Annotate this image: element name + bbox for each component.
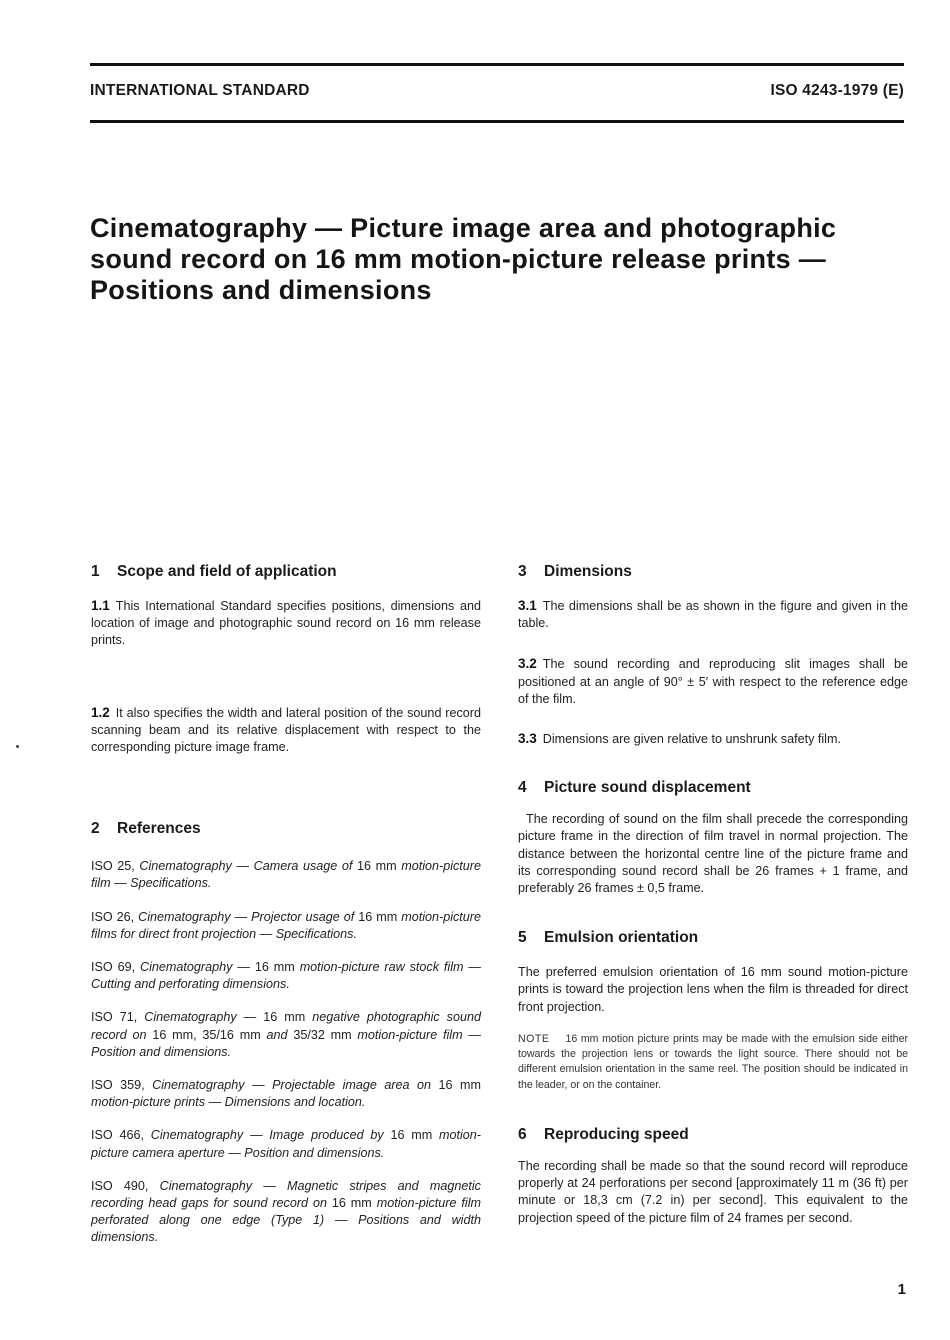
reference-title-part: negative photographic sound record on	[91, 1010, 481, 1042]
clause-number: 1.1	[91, 598, 110, 613]
reference-item	[91, 1077, 481, 1111]
section-5-text: The preferred emulsion orientation of 16 mm sound motion-picture prints is toward the projection lens when the film is threaded for direct front projection.	[518, 965, 908, 1014]
reference-title-part: Cinematography —	[144, 1010, 264, 1025]
reference-title-part: 16 mm	[263, 1010, 313, 1025]
section-6-text: The recording shall be made so that the sound record will reproduce properly at 24 perforations per second [approximately 11 m (36 ft) per minute or 18,3 cm (7.2 in) per second]. This equivalent to the projection speed of the picture film of 24 frames per second.	[518, 1159, 908, 1225]
clause-1-1	[91, 597, 481, 650]
header-top-rule	[90, 63, 904, 66]
section-5-heading	[518, 928, 908, 948]
section-title: Scope and field of application	[117, 563, 337, 580]
clause-text: The sound recording and reproducing slit images shall be positioned at an angle of 90° ± 5′ with respect to the reference edge of the film.	[518, 657, 908, 706]
header-standard-number: ISO 4243-1979 (E)	[770, 82, 904, 99]
reference-item	[91, 858, 481, 892]
clause-text: Dimensions are given relative to unshrunk safety film.	[542, 732, 841, 747]
reference-item	[91, 1009, 481, 1061]
reference-title-part: Cinematography — Projectable image area on	[152, 1078, 439, 1093]
section-number: 3	[518, 563, 527, 580]
reference-title-part: 16 mm, 35/16 mm	[152, 1027, 267, 1042]
reference-title-part: motion-picture film — Specifications.	[91, 859, 481, 891]
reference-title-part: 16 mm	[358, 909, 402, 924]
reference-code: ISO 71,	[91, 1010, 145, 1025]
reference-item	[91, 909, 481, 943]
section-number: 4	[518, 779, 527, 797]
section-6-heading	[518, 1125, 908, 1145]
section-title: Dimensions	[544, 563, 632, 580]
left-column	[91, 562, 481, 1247]
title-line: sound record on 16 mm motion-picture release prints —	[90, 244, 827, 274]
section-title: Emulsion orientation	[544, 929, 699, 947]
reference-code: ISO 490,	[91, 1178, 160, 1193]
reference-item	[91, 1178, 481, 1247]
reference-title-part: Cinematography —	[140, 960, 255, 975]
clause-3-3	[518, 730, 908, 748]
reference-title-part: Cinematography — Projector usage of	[138, 909, 359, 924]
reference-title-part: 16 mm	[254, 960, 300, 975]
section-number: 1	[91, 563, 100, 580]
header-bottom-rule	[90, 120, 904, 123]
clause-number: 1.2	[91, 704, 110, 720]
reference-title-part: 16 mm	[331, 1196, 377, 1211]
clause-1-2	[91, 704, 481, 757]
section-number: 6	[518, 1126, 527, 1144]
section-number: 5	[518, 929, 527, 947]
section-title: Picture sound displacement	[544, 779, 751, 797]
reference-title-part: and	[266, 1027, 294, 1042]
reference-title-part: 16 mm	[357, 859, 402, 874]
reference-item	[91, 1127, 481, 1161]
clause-text: It also specifies the width and lateral position of the sound record scanning beam and its relative displacement with respect to the corresponding picture image frame.	[91, 705, 481, 755]
note-label: NOTE	[518, 1032, 550, 1045]
section-3-heading	[518, 562, 908, 582]
section-5-note	[518, 1032, 908, 1093]
section-title: Reproducing speed	[544, 1126, 689, 1144]
margin-mark	[16, 745, 19, 748]
reference-code: ISO 25,	[91, 859, 140, 874]
document-title	[90, 213, 910, 306]
reference-title-part: motion-picture raw stock film — Cutting and perforating dimensions.	[91, 960, 481, 992]
reference-code: ISO 466,	[91, 1128, 151, 1143]
section-1-heading	[91, 562, 481, 582]
section-4-heading	[518, 778, 908, 798]
reference-title-part: motion-picture film — Position and dimensions.	[91, 1027, 481, 1059]
reference-code: ISO 359,	[91, 1078, 153, 1093]
reference-title-part: motion-picture prints — Dimensions and location.	[91, 1095, 366, 1110]
reference-code: ISO 69,	[91, 960, 141, 975]
clause-text: This International Standard specifies positions, dimensions and location of image and photographic sound record on 16 mm release prints.	[91, 599, 481, 648]
reference-title-part: motion-picture film perforated along one edge (Type 1) — Positions and width dimensions.	[91, 1196, 481, 1245]
clause-number: 3.1	[518, 598, 537, 613]
clause-3-1	[518, 597, 908, 632]
header-standard-type: INTERNATIONAL STANDARD	[90, 82, 310, 99]
section-number: 2	[91, 820, 100, 838]
reference-title-part: Cinematography — Camera usage of	[139, 859, 358, 874]
reference-title-part: 16 mm	[390, 1128, 439, 1143]
section-title: References	[117, 820, 201, 838]
references-list	[91, 858, 481, 1246]
title-line: Positions and dimensions	[90, 275, 432, 305]
right-column	[518, 562, 908, 1227]
note-text: 16 mm motion picture prints may be made with the emulsion side either towards the projection lens or towards the light source. There should not be different emulsion orientation in the same reel. The position should be indicated in the leader, or on the container.	[518, 1032, 908, 1091]
clause-3-2	[518, 655, 908, 708]
clause-number: 3.2	[518, 656, 537, 672]
reference-item	[91, 959, 481, 993]
reference-title-part: Cinematography — Magnetic stripes and magnetic recording head gaps for sound record on	[91, 1178, 481, 1211]
reference-title-part: Cinematography — Image produced by	[150, 1128, 391, 1143]
reference-title-part: 16 mm	[438, 1078, 481, 1093]
clause-text: The dimensions shall be as shown in the figure and given in the table.	[518, 599, 908, 631]
title-line: Cinematography — Picture image area and photographic	[90, 213, 837, 243]
reference-title-part: motion-picture camera aperture — Position and dimensions.	[91, 1128, 481, 1160]
reference-title-part: 35/32 mm	[293, 1027, 358, 1042]
clause-number: 3.3	[518, 731, 537, 747]
section-4-text: The recording of sound on the film shall precede the corresponding picture frame in the direction of film travel in normal projection. The distance between the horizontal centre line of the picture frame and its corresponding sound record shall be 26 frames + 1 frame, and preferably 26 frames ± 0,5 frame.	[518, 812, 908, 896]
section-2-heading	[91, 819, 481, 839]
page-number: 1	[897, 1281, 906, 1298]
reference-code: ISO 26,	[91, 909, 139, 924]
reference-title-part: motion-picture films for direct front projection — Specifications.	[91, 909, 481, 941]
